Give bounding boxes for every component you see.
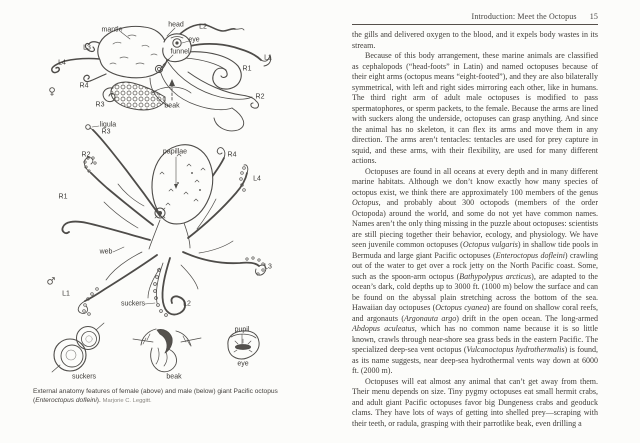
body-text [352,30,598,429]
text-segment: the gills and delivered oxygen to the blood, and it expels body wastes in its stream. [352,30,598,50]
text-segment: ) in shallow tide pools in Bermuda and large giant Pacific octopuses ( [352,240,598,260]
species-name: Vulcanoctopus hydrothermalis [466,345,565,354]
figure-label-r1: R1 [58,193,68,201]
text-segment: ), are adapted to the ocean’s dark, cold depths up to 3000 ft. (1000 m) below the surface and can be found on the abyssal plain stretching across the bottom of the sea. Hawaiian day octopuses ( [352,271,598,312]
figure-label-mantle: mantle [101,26,123,34]
text-segment: ) are found on shallow coral reefs, and argonauts ( [352,303,598,323]
right-page [352,0,598,443]
detail-insets-drawing [52,323,259,372]
figure-label-r2: R2 [255,93,265,101]
text-segment: ) crawling out of the water to get over a rock jetty on the North Pacific coast. Some, such as the spoon-arm octopus ( [352,250,598,281]
text-segment: Because of this body arrangement, these marine animals are classified as cephalopods (“head-foots” in Latin) and named octopuses because of their eight arms (octopus means “eight-footed”), and they are also bilaterally symmetrical, with left and right sides mirroring each other, like in humans. The third right arm of adult male octopuses is modified to pass spermatophores, or sperm packets, to the female. Because the arms are lined with suckers along the underside, octopuses can grasp anything. And since the animal has no skeleton, it can flex its arms and move them in any direction. The arms aren’t tentacles: tentacles are used for prey capture in squid, and these arms, with their flexibility, are used for many different actions. [352,51,598,165]
figure-label-suckers: suckers [71,373,97,381]
header-rule [352,24,598,25]
figure-label-head: head [168,21,184,29]
figure-label-beak: beak [164,102,180,110]
text-segment: ). [96,397,103,404]
male-octopus-drawing [62,125,265,317]
figure-label-web: web [99,248,113,256]
page-number: 15 [589,12,598,21]
figure-label-l1: L1 [62,290,70,298]
text-segment: , which has no common name because it is so little known, crawls through near-shore sea grass beds in the eastern Pacific. The specialized deep-sea vent octopus ( [352,324,598,354]
figure-label-suckers: suckers [120,300,146,308]
figure-caption [33,387,283,406]
female-symbol: ♀ [48,86,56,98]
text-segment: Octopuses will eat almost any animal that can’t get away from them. Their menu depends on size. Tiny pygmy octopuses eat small hermit crabs, and adult giant Pacific octopuses favor big Dungeness crabs and geoduck clams. They have lots of ways of getting into shelled prey—scraping with their teeth, or radula, grasping with their parrotlike beak, even drilling a [352,376,598,428]
figure-label-l3: L3 [264,263,272,271]
running-header [352,12,598,21]
paragraph [352,30,598,51]
figure-label-r3: R3 [95,101,105,109]
figure-label-r4: R4 [79,82,89,90]
text-segment: ) drift in the open ocean. The long-armed [456,313,598,323]
species-name: Octopus vulgaris [462,240,518,249]
figure-label-eye: eye [188,36,200,44]
text-segment: Octopuses are found in all oceans at every depth and in many different marine habitats. Although we don’t know exactly how many species of octopus exist, we think there are approximately 100 members of the genus [352,166,598,197]
paragraph [352,377,598,430]
running-header-title: Introduction: Meet the Octopus [471,12,577,21]
species-name: Enteroctopus dofleini [35,397,97,404]
text-segment: External anatomy features of female (above) and male (below) giant Pacific octopus ( [33,388,278,404]
figure-label-l2: L2 [183,300,191,308]
figure-caption-credit: Marjorie C. Leggitt. [102,398,152,404]
female-octopus-drawing [52,21,271,130]
figure-label-pupil: pupil [234,326,250,334]
figure-label-l4: L4 [253,175,261,183]
text-segment: ) is found, as its name suggests, near deep-sea hydrothermal vents way down at 6000 ft. (2000 m). [352,345,599,375]
species-name: Octopus [352,198,379,207]
figure-label-r2: R2 [81,151,91,159]
species-name: Enteroctopus dofleini [495,250,565,260]
species-name: Octopus cyanea [435,303,487,312]
figure-label-ligula: ligula [99,121,117,129]
figure-label-eye: eye [237,360,249,368]
paragraph [352,167,598,377]
figure-label-l2: L2 [199,23,207,31]
species-name: Bathypolypus arcticus [459,271,532,281]
paragraph [352,51,598,167]
figure-label-l3: L3 [83,44,91,52]
species-name: Abdopus aculeatus [352,324,415,333]
figure-label-r3: R3 [101,128,111,136]
figure-caption-text [33,388,278,404]
figure-label-papillae: papillae [162,148,188,156]
figure-label-r1: R1 [242,65,252,73]
figure-label-r4: R4 [227,151,237,159]
figure-label-l1: L1 [264,54,272,62]
figure-label-beak: beak [166,373,182,381]
text-segment: , and probably about 300 octopods (members of the order Octopoda) around the world, and some do not yet have common names. Names aren’t the only thing missing in the puzzle about octopuses: scientists are still piecing together their behavior, ecology, and physiology. We have seen juvenile common octopuses ( [352,198,598,249]
figure-label-l4: L4 [58,59,66,67]
species-name: Argonauta argo [404,313,457,323]
figure-label-funnel: funnel [170,48,190,56]
male-symbol: ♂ [46,276,56,288]
